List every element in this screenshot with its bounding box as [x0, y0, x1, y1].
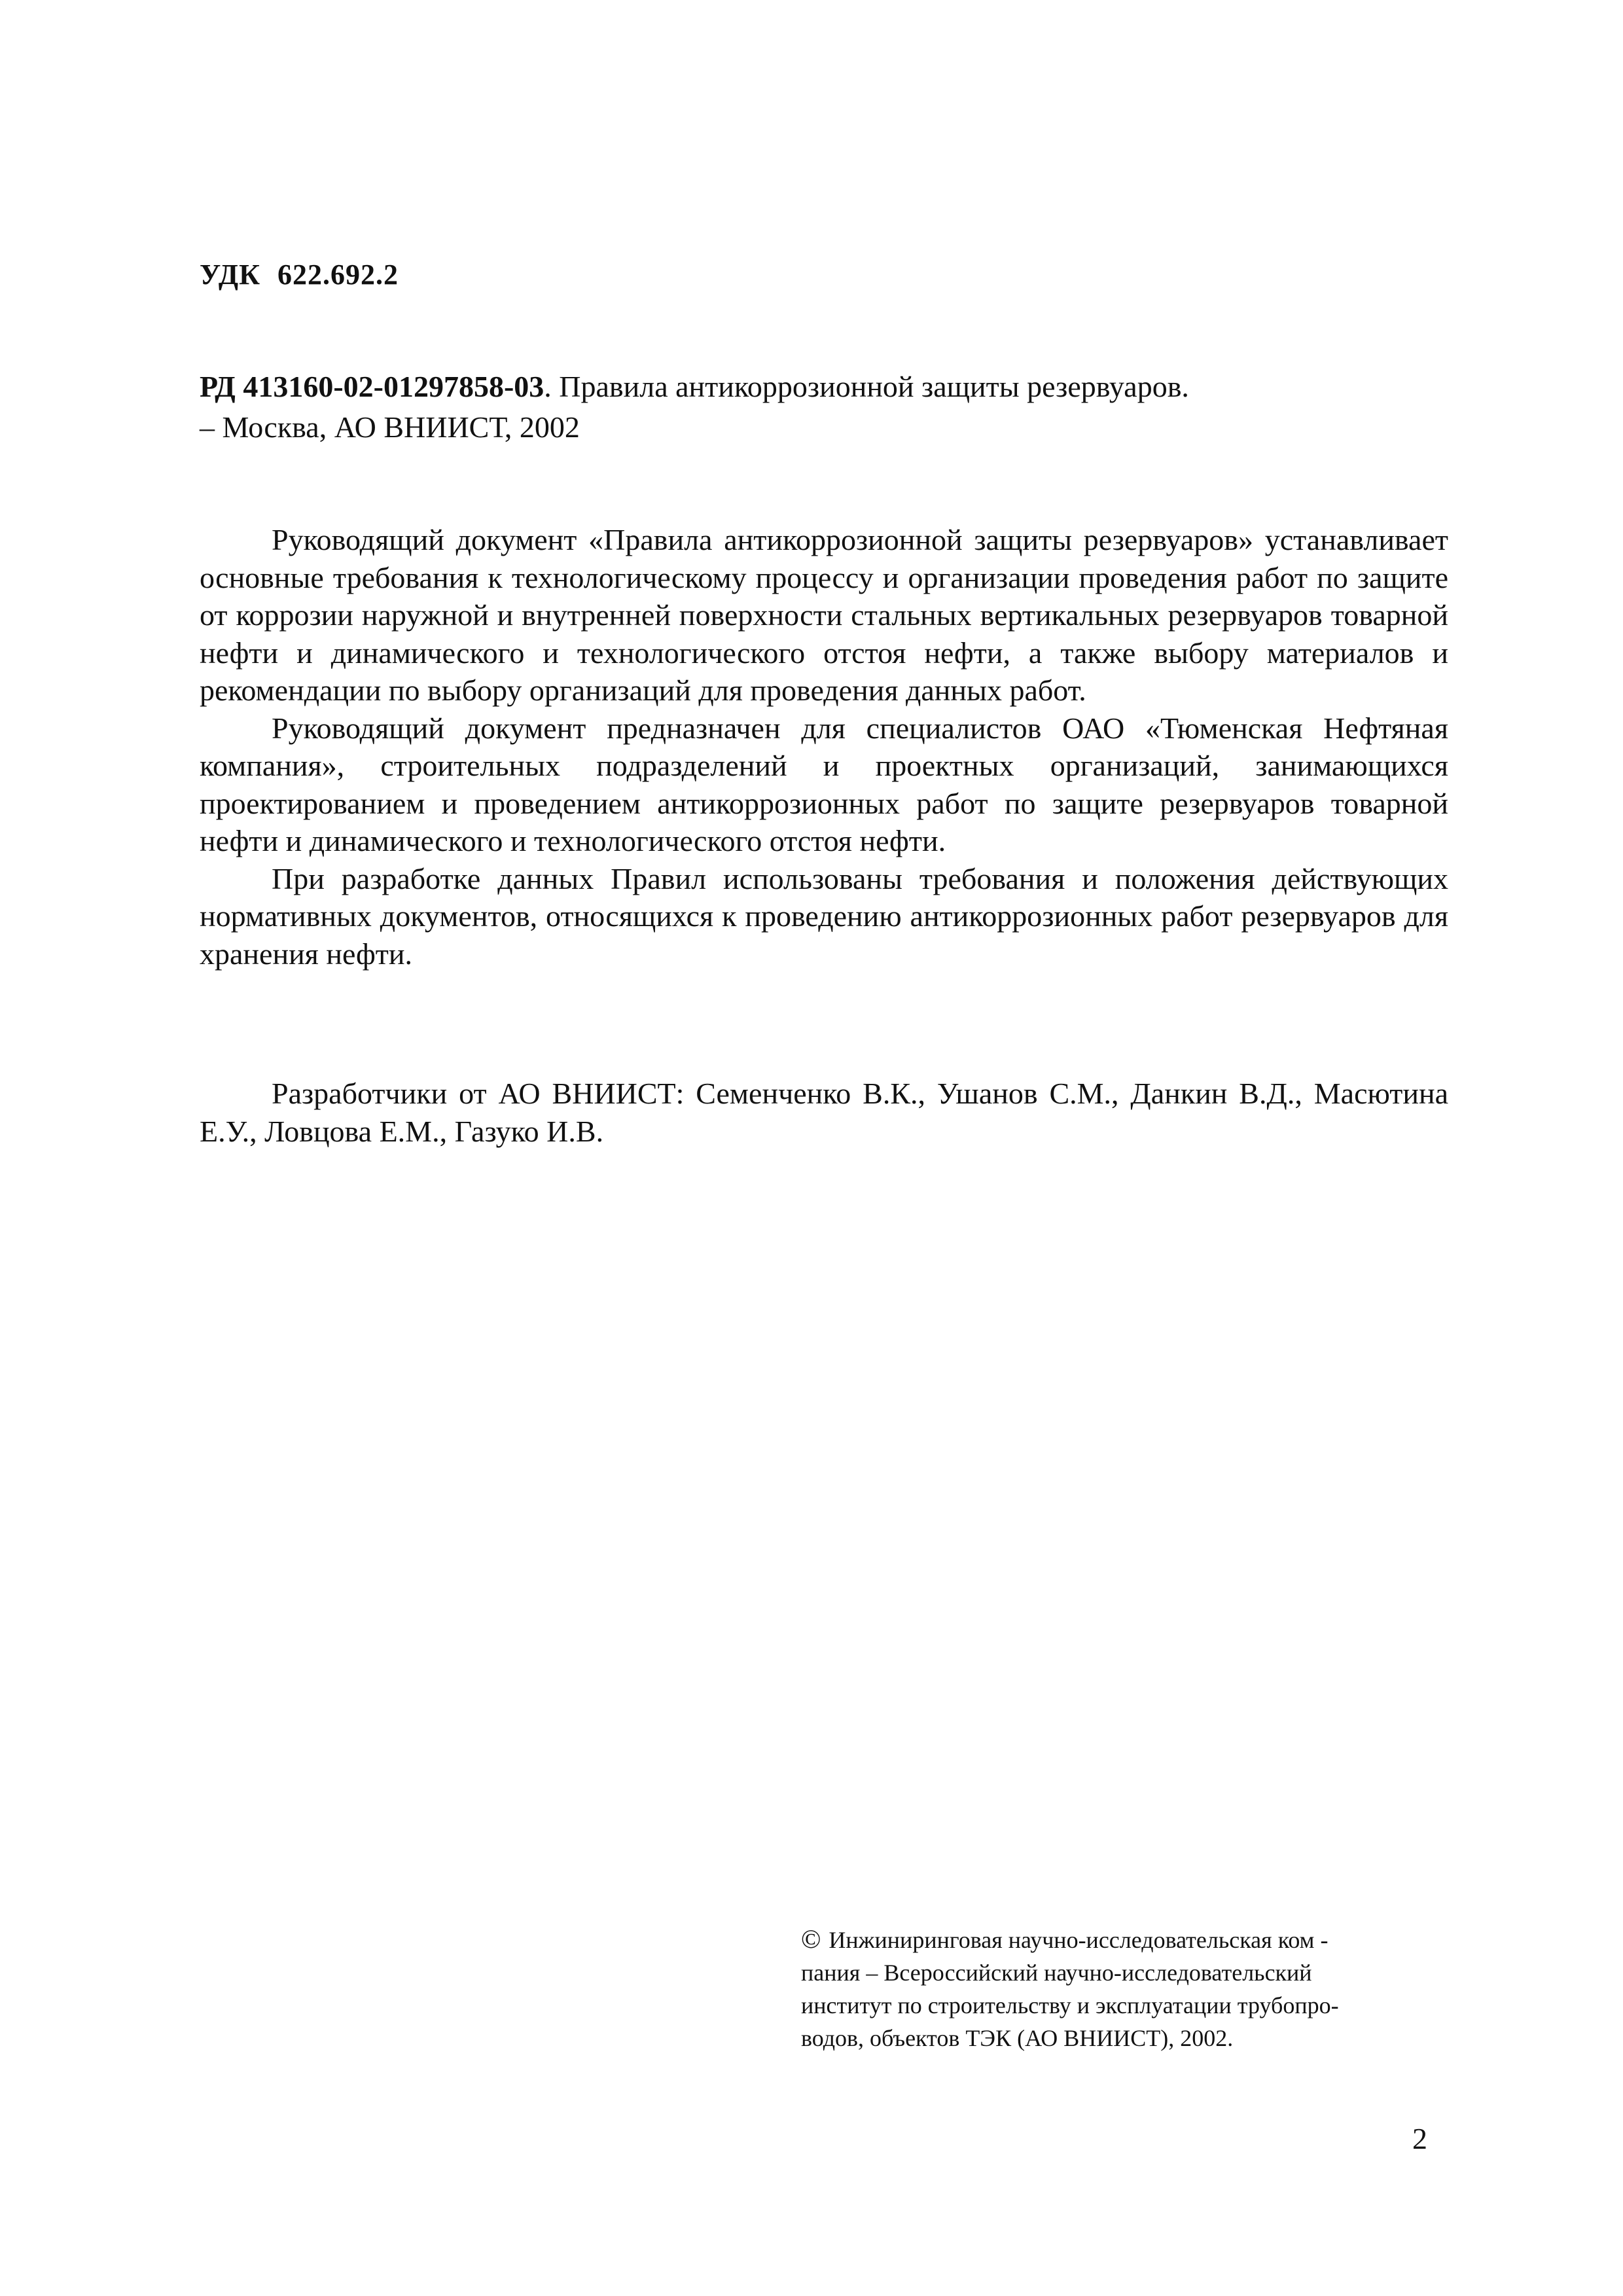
abstract: [200, 521, 1448, 973]
copyright-line-3: институт по строительству и эксплуатации трубопро-: [801, 1992, 1339, 2018]
copyright-notice: [801, 1923, 1449, 2054]
copyright-line-4: водов, объектов ТЭК (АО ВНИИСТ), 2002.: [801, 2025, 1234, 2051]
page-number: 2: [1412, 2122, 1427, 2155]
publisher-line: – Москва, АО ВНИИСТ, 2002: [200, 410, 580, 444]
copyright-symbol: ©: [801, 1924, 821, 1954]
udk-classification: [200, 257, 399, 293]
biblio-title-line: [200, 367, 1443, 407]
bibliographic-reference: [200, 367, 1443, 448]
abstract-paragraph-2: Руководящий документ предназначен для специалистов ОАО «Тюменская Нефтяная компания», строительных подразделений и проектных организаций, занимающихся проектированием и проведением антикоррозионных работ по защите резервуаров товарной нефти и динамического и технологического отстоя нефти.: [200, 711, 1448, 857]
document-title: . Правила антикоррозионной защиты резервуаров.: [544, 370, 1189, 403]
copyright-line-2: пания – Всероссийский научно-исследовательский: [801, 1960, 1312, 1986]
rd-number: РД 413160-02-01297858-03: [200, 370, 544, 403]
developers-text: Разработчики от АО ВНИИСТ: Семенченко В.К., Ушанов С.М., Данкин В.Д., Масютина Е.У., Ловцова Е.М., Газуко И.В.: [200, 1077, 1448, 1148]
udk-code: 622.692.2: [277, 259, 399, 291]
abstract-paragraph-1: Руководящий документ «Правила антикоррозионной защиты резервуаров» устанавливает основные требования к технологическому процессу и организации проведения работ по защите от коррозии наружной и внутренней поверхности стальных вертикальных резервуаров товарной нефти и динамического и технологического отстоя нефти, а также выбору материалов и рекомендации по выбору организаций для проведения данных работ.: [200, 523, 1448, 707]
copyright-line-1: [801, 1923, 1449, 1956]
copyright-text-1: Инжиниринговая научно-исследовательская ком -: [829, 1927, 1329, 1953]
developers-section: [200, 1075, 1448, 1150]
udk-label: УДК: [200, 259, 261, 291]
abstract-paragraph-3: При разработке данных Правил использованы требования и положения действующих нормативных документов, относящихся к проведению антикоррозионных работ резервуаров для хранения нефти.: [200, 861, 1448, 971]
